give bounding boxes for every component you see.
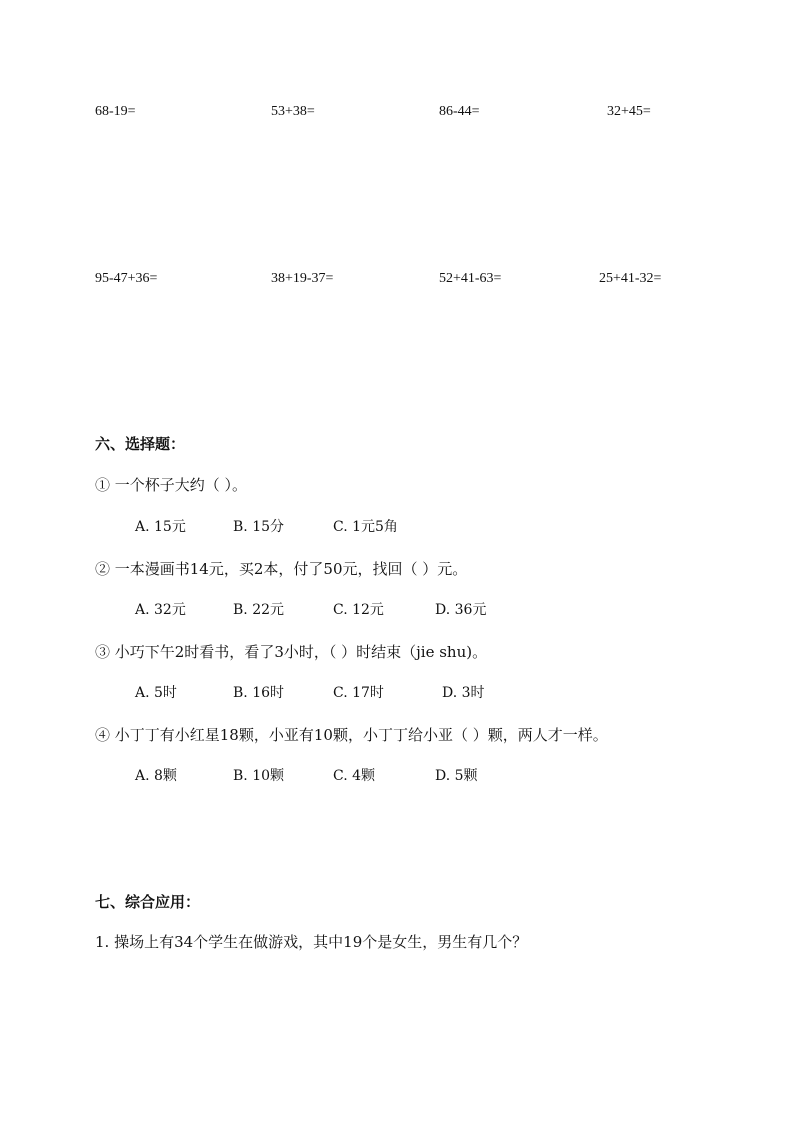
calc-item: 32+45=: [607, 104, 651, 119]
option-b: B. 15分: [233, 519, 285, 535]
calc-item: 86-44=: [439, 104, 480, 119]
section-heading: 七、综合应用：: [95, 893, 201, 911]
calc-item: 95-47+36=: [95, 271, 158, 286]
option-a: A. 5时: [135, 685, 177, 701]
section-heading: 六、选择题：: [95, 435, 186, 453]
option-b: B. 22元: [233, 602, 285, 618]
option-c: C. 1元5角: [333, 519, 398, 535]
option-c: C. 4颗: [333, 768, 376, 784]
option-c: C. 12元: [333, 602, 384, 618]
question-text: ③ 小巧下午2时看书，看了3小时，（ ）时结束（jie shu)。: [95, 643, 488, 661]
calc-item: 38+19-37=: [271, 271, 334, 286]
calc-item: 53+38=: [271, 104, 315, 119]
question-text: ② 一本漫画书14元，买2本，付了50元，找回（ ）元。: [95, 560, 468, 578]
option-d: D. 3时: [442, 685, 485, 701]
question-text: ① 一个杯子大约（ ）。: [95, 476, 248, 494]
option-d: D. 5颗: [435, 768, 478, 784]
option-b: B. 10颗: [233, 768, 285, 784]
option-a: A. 8颗: [135, 768, 177, 784]
calc-item: 52+41-63=: [439, 271, 502, 286]
question-text: ④ 小丁丁有小红星18颗，小亚有10颗，小丁丁给小亚（ ）颗，两人才一样。: [95, 726, 608, 744]
word-problem: 1. 操场上有34个学生在做游戏，其中19个是女生，男生有几个？: [95, 933, 528, 951]
calc-item: 25+41-32=: [599, 271, 662, 286]
option-a: A. 15元: [135, 519, 186, 535]
option-b: B. 16时: [233, 685, 285, 701]
option-d: D. 36元: [435, 602, 487, 618]
option-a: A. 32元: [135, 602, 186, 618]
option-c: C. 17时: [333, 685, 384, 701]
calc-item: 68-19=: [95, 104, 136, 119]
